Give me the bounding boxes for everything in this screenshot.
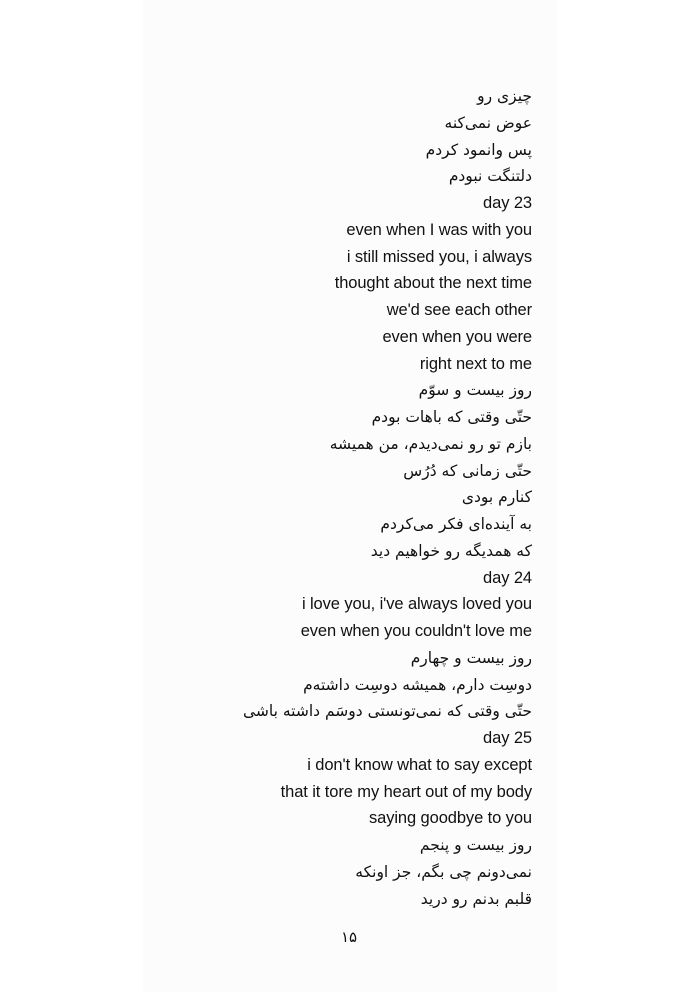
poem-line: even when you were bbox=[382, 327, 532, 346]
poem-line: we'd see each other bbox=[386, 301, 532, 319]
day-heading: روز بیست و پنجم bbox=[419, 836, 532, 854]
day-heading: day 23 bbox=[483, 194, 532, 212]
poem-line: چیزی رو bbox=[477, 87, 532, 105]
day-heading: day 24 bbox=[483, 568, 532, 587]
poem-line: right next to me bbox=[419, 354, 532, 373]
poem-line: that it tore my heart out of my body bbox=[280, 782, 532, 801]
poem-text-block bbox=[132, 83, 532, 912]
poem-line: عوض نمی‌کنه bbox=[444, 113, 532, 132]
poem-line: دلتنگت نبودم bbox=[448, 167, 532, 186]
poem-line: حتّی وقتی که باهات بودم bbox=[371, 408, 532, 426]
poem-line: i still missed you, i always bbox=[346, 247, 532, 266]
poem-line: دوسِت دارم، همیشه دوسِت داشته‌م bbox=[303, 675, 532, 694]
poem-line: نمی‌دونم چی بگم، جز اونکه bbox=[355, 862, 532, 881]
poem-line: saying goodbye to you bbox=[368, 809, 532, 828]
poem-line: حتّی زمانی که دُرُس bbox=[403, 461, 532, 480]
poem-line: thought about the next time bbox=[334, 274, 532, 293]
day-heading: روز بیست و چهارم bbox=[410, 648, 532, 667]
day-heading: روز بیست و سوّم bbox=[418, 381, 532, 400]
poem-line: پس وانمود کردم bbox=[425, 140, 532, 159]
page-number: ۱۵ bbox=[340, 928, 358, 946]
poem-line: که همدیگه رو خواهیم دید bbox=[370, 541, 532, 560]
poem-line: even when you couldn't love me bbox=[300, 622, 532, 640]
poem-line: قلبم بدنم رو درید bbox=[420, 889, 532, 908]
poem-line: به آینده‌ای فکر می‌کردم bbox=[380, 515, 532, 533]
poem-line: i love you, i've always loved you bbox=[301, 595, 532, 614]
poem-line: حتّی وقتی که نمی‌تونستی دوسَم داشته باشی bbox=[243, 702, 532, 721]
poem-line: کنارم بودی bbox=[461, 488, 532, 507]
day-heading: day 25 bbox=[483, 729, 532, 747]
poem-line: بازم تو رو نمی‌دیدم، من همیشه bbox=[329, 434, 532, 453]
poem-line: even when I was with you bbox=[346, 220, 532, 239]
poem-line: i don't know what to say except bbox=[307, 755, 532, 774]
